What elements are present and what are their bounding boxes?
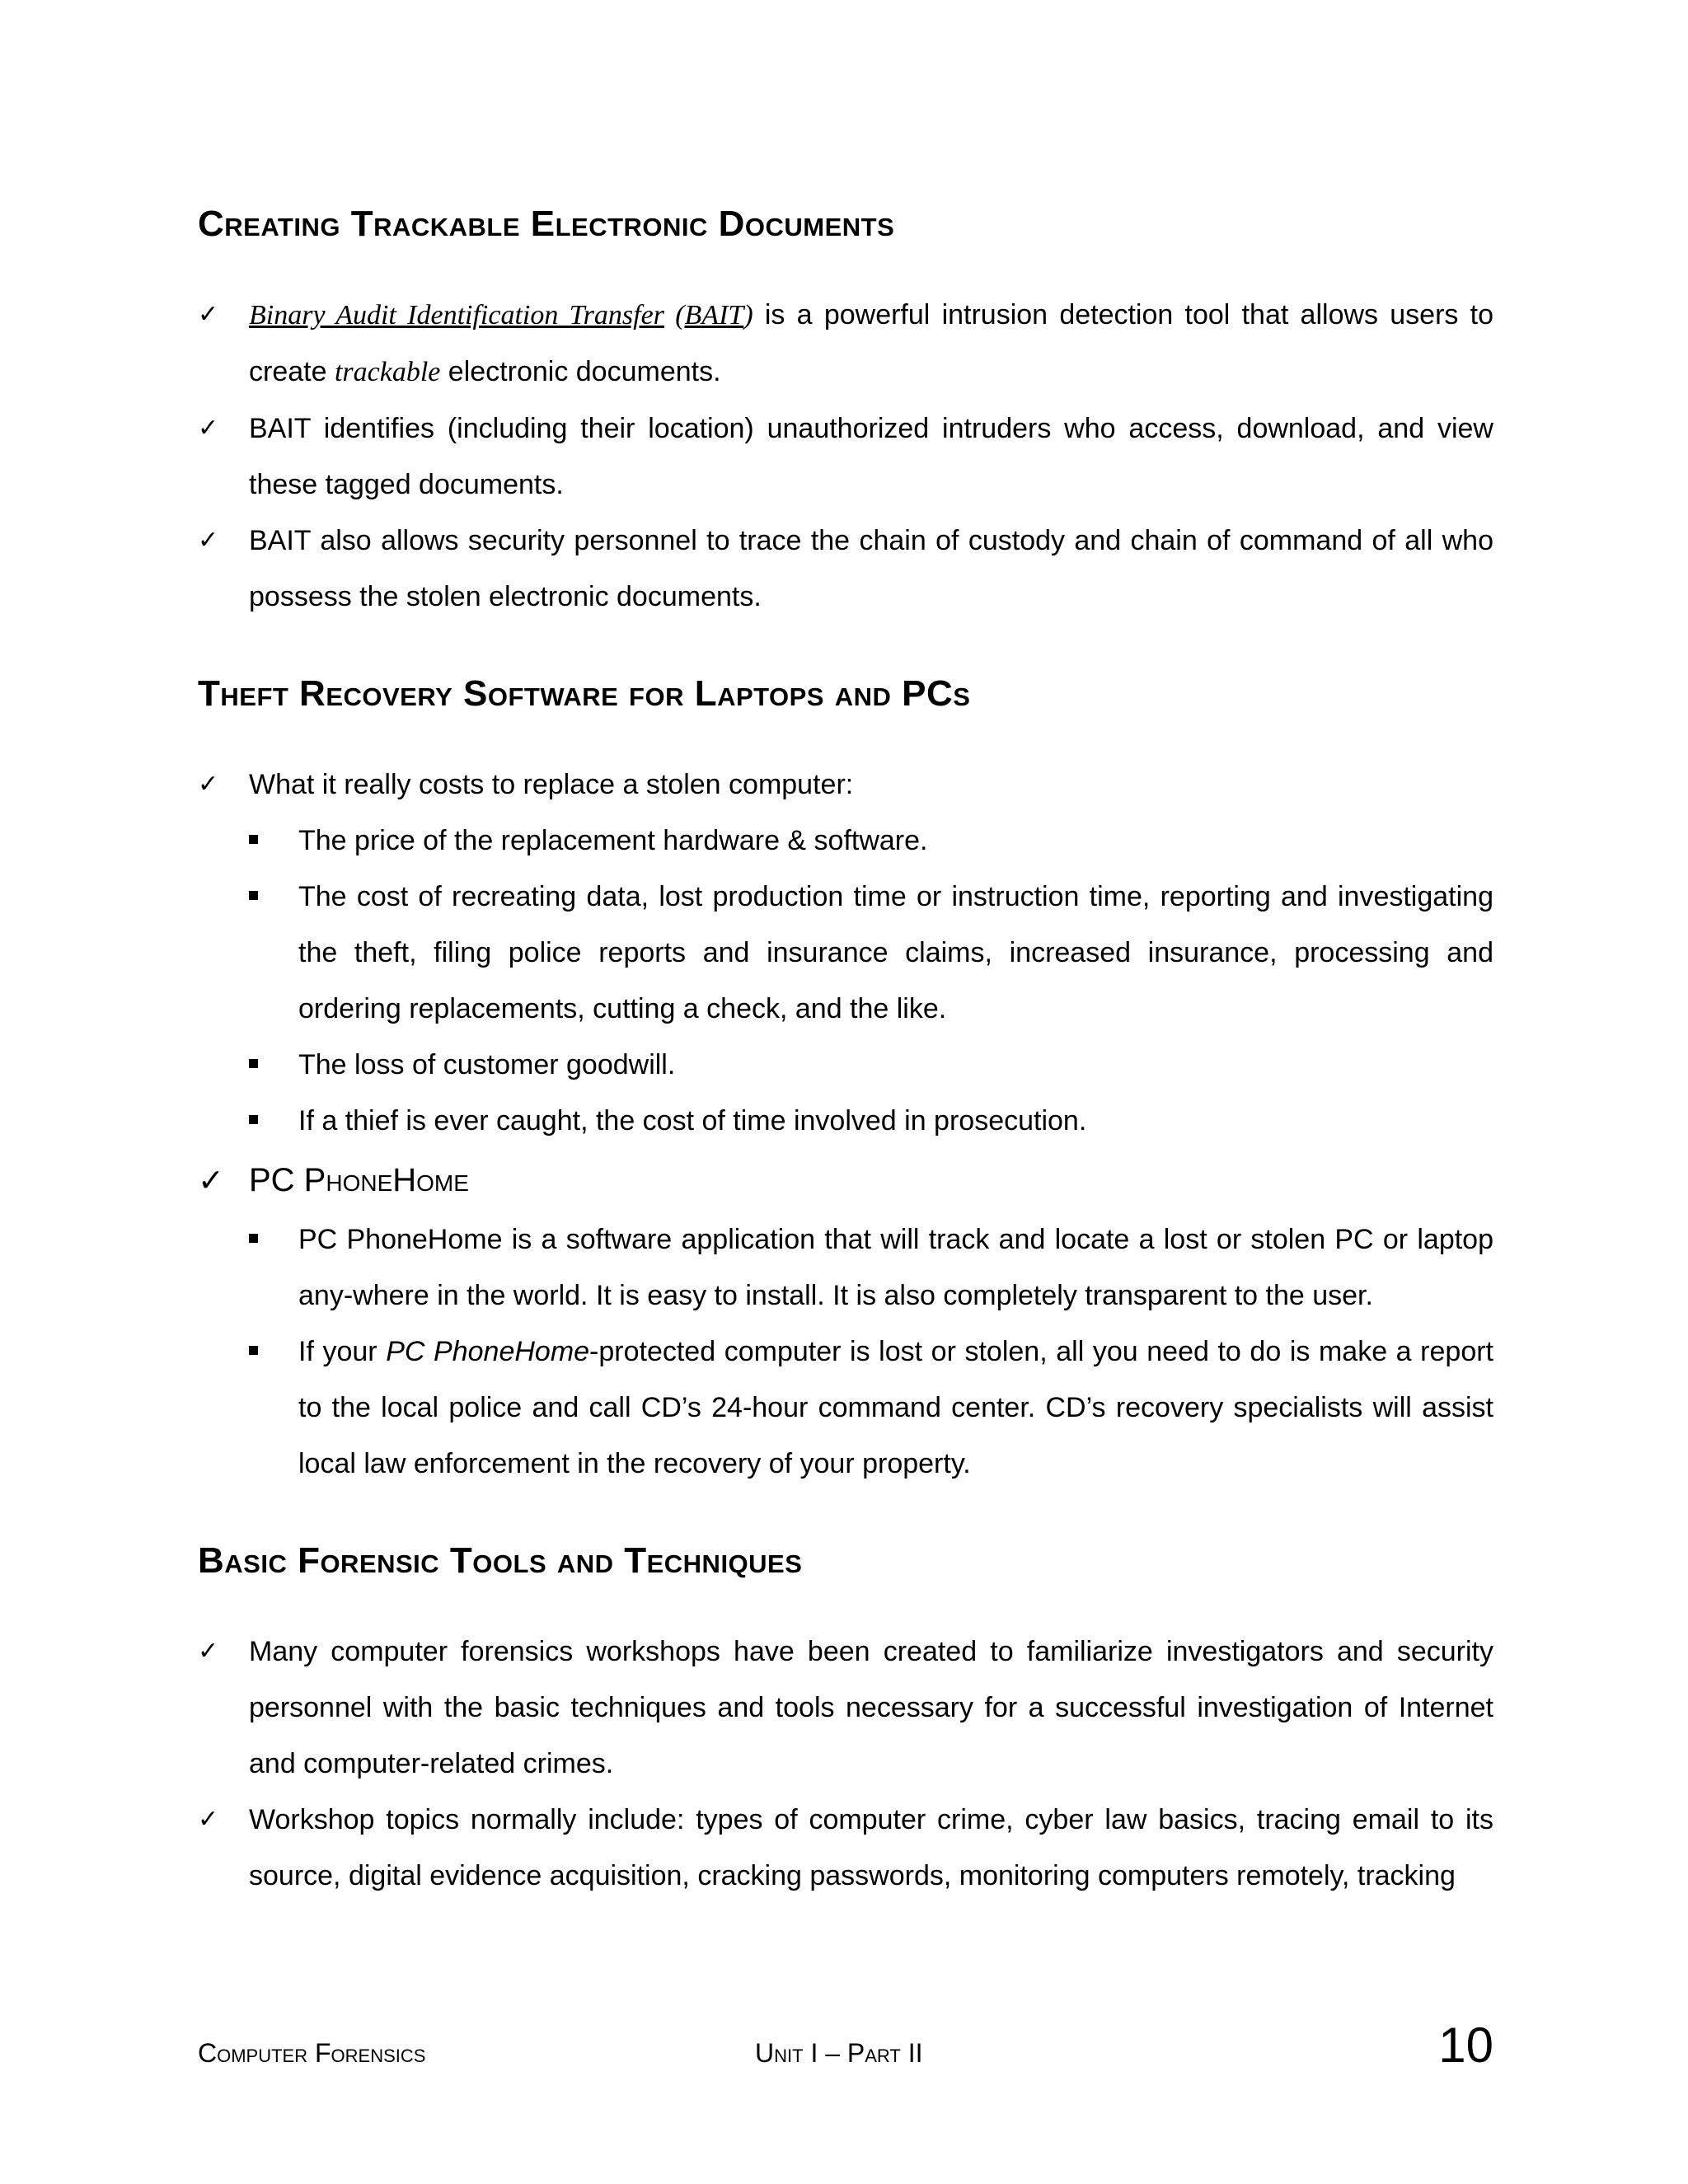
sublist-item: PC PhoneHome is a software application that will track and locate a lost or stolen PC or laptop any-where in the world. It is easy to install. It is also completely transparent to the user. <box>198 1212 1493 1324</box>
sublist-item: If your PC PhoneHome-protected computer is lost or stolen, all you need to do is make a report to the local police and call CD’s 24-hour command center. CD’s recovery specialists will assist local law enforcement in the recovery of your property. <box>198 1324 1493 1492</box>
square-bullet-icon <box>249 1234 258 1243</box>
theft-recovery-list <box>198 757 1493 813</box>
cost-sublist <box>198 813 1493 1149</box>
square-bullet-icon <box>249 1115 258 1124</box>
section-heading-forensic-tools: Basic Forensic Tools and Techniques <box>198 1540 803 1581</box>
checkmark-icon: ✓ <box>198 414 219 443</box>
sublist-item: The loss of customer goodwill. <box>198 1037 1493 1093</box>
checkmark-icon: ✓ <box>198 1637 219 1666</box>
list-item: ✓ BAIT identifies (including their location) unauthorized intruders who access, download, and view these tagged documents. <box>198 401 1493 513</box>
checkmark-icon: ✓ <box>198 1805 219 1834</box>
sublist-item: The price of the replacement hardware & software. <box>198 813 1493 869</box>
checkmark-icon: ✓ <box>198 300 219 329</box>
footer-course-title: Computer Forensics <box>198 2038 426 2068</box>
bait-abbr-link[interactable]: BAIT <box>684 300 744 330</box>
square-bullet-icon <box>249 835 258 844</box>
square-bullet-icon <box>249 891 258 900</box>
square-bullet-icon <box>249 1059 258 1068</box>
page-number: 10 <box>1438 2018 1493 2073</box>
phonehome-sublist <box>198 1212 1493 1492</box>
sublist-item: If a thief is ever caught, the cost of time involved in prosecution. <box>198 1093 1493 1149</box>
page-content <box>198 198 1493 1904</box>
checkmark-icon: ✓ <box>198 770 219 799</box>
list-item: ✓ What it really costs to replace a stolen computer: <box>198 757 1493 813</box>
page-footer <box>198 2011 1493 2077</box>
bait-link[interactable]: Binary Audit Identification Transfer <box>249 300 664 330</box>
square-bullet-icon <box>249 1346 258 1355</box>
sublist-item: The cost of recreating data, lost production time or instruction time, reporting and investigating the theft, filing police reports and insurance claims, increased insurance, processing and ordering replacements, cutting a check, and the like. <box>198 869 1493 1037</box>
trackable-documents-list <box>198 287 1493 625</box>
footer-unit: Unit I – Part II <box>755 2038 923 2068</box>
pc-phonehome-title: ✓ PC PhoneHome <box>198 1149 1493 1212</box>
list-item: ✓ Workshop topics normally include: types of computer crime, cyber law basics, tracing email to its source, digital evidence acquisition, cracking passwords, monitoring computers remotely, tracking <box>198 1792 1493 1904</box>
list-item: ✓ Many computer forensics workshops have been created to familiarize investigators and security personnel with the basic techniques and tools necessary for a successful investigation of Internet and computer-related crimes. <box>198 1624 1493 1792</box>
list-item: ✓ Binary Audit Identification Transfer (BAIT) is a powerful intrusion detection tool that allows users to create trackable electronic documents. <box>198 287 1493 401</box>
checkmark-icon: ✓ <box>198 526 219 555</box>
checkmark-icon: ✓ <box>198 1162 224 1198</box>
section-heading-trackable-documents: Creating Trackable Electronic Documents <box>198 204 895 244</box>
forensic-tools-list <box>198 1624 1493 1904</box>
section-heading-theft-recovery: Theft Recovery Software for Laptops and PCs <box>198 673 971 714</box>
list-item: ✓ BAIT also allows security personnel to trace the chain of custody and chain of command of all who possess the stolen electronic documents. <box>198 513 1493 625</box>
